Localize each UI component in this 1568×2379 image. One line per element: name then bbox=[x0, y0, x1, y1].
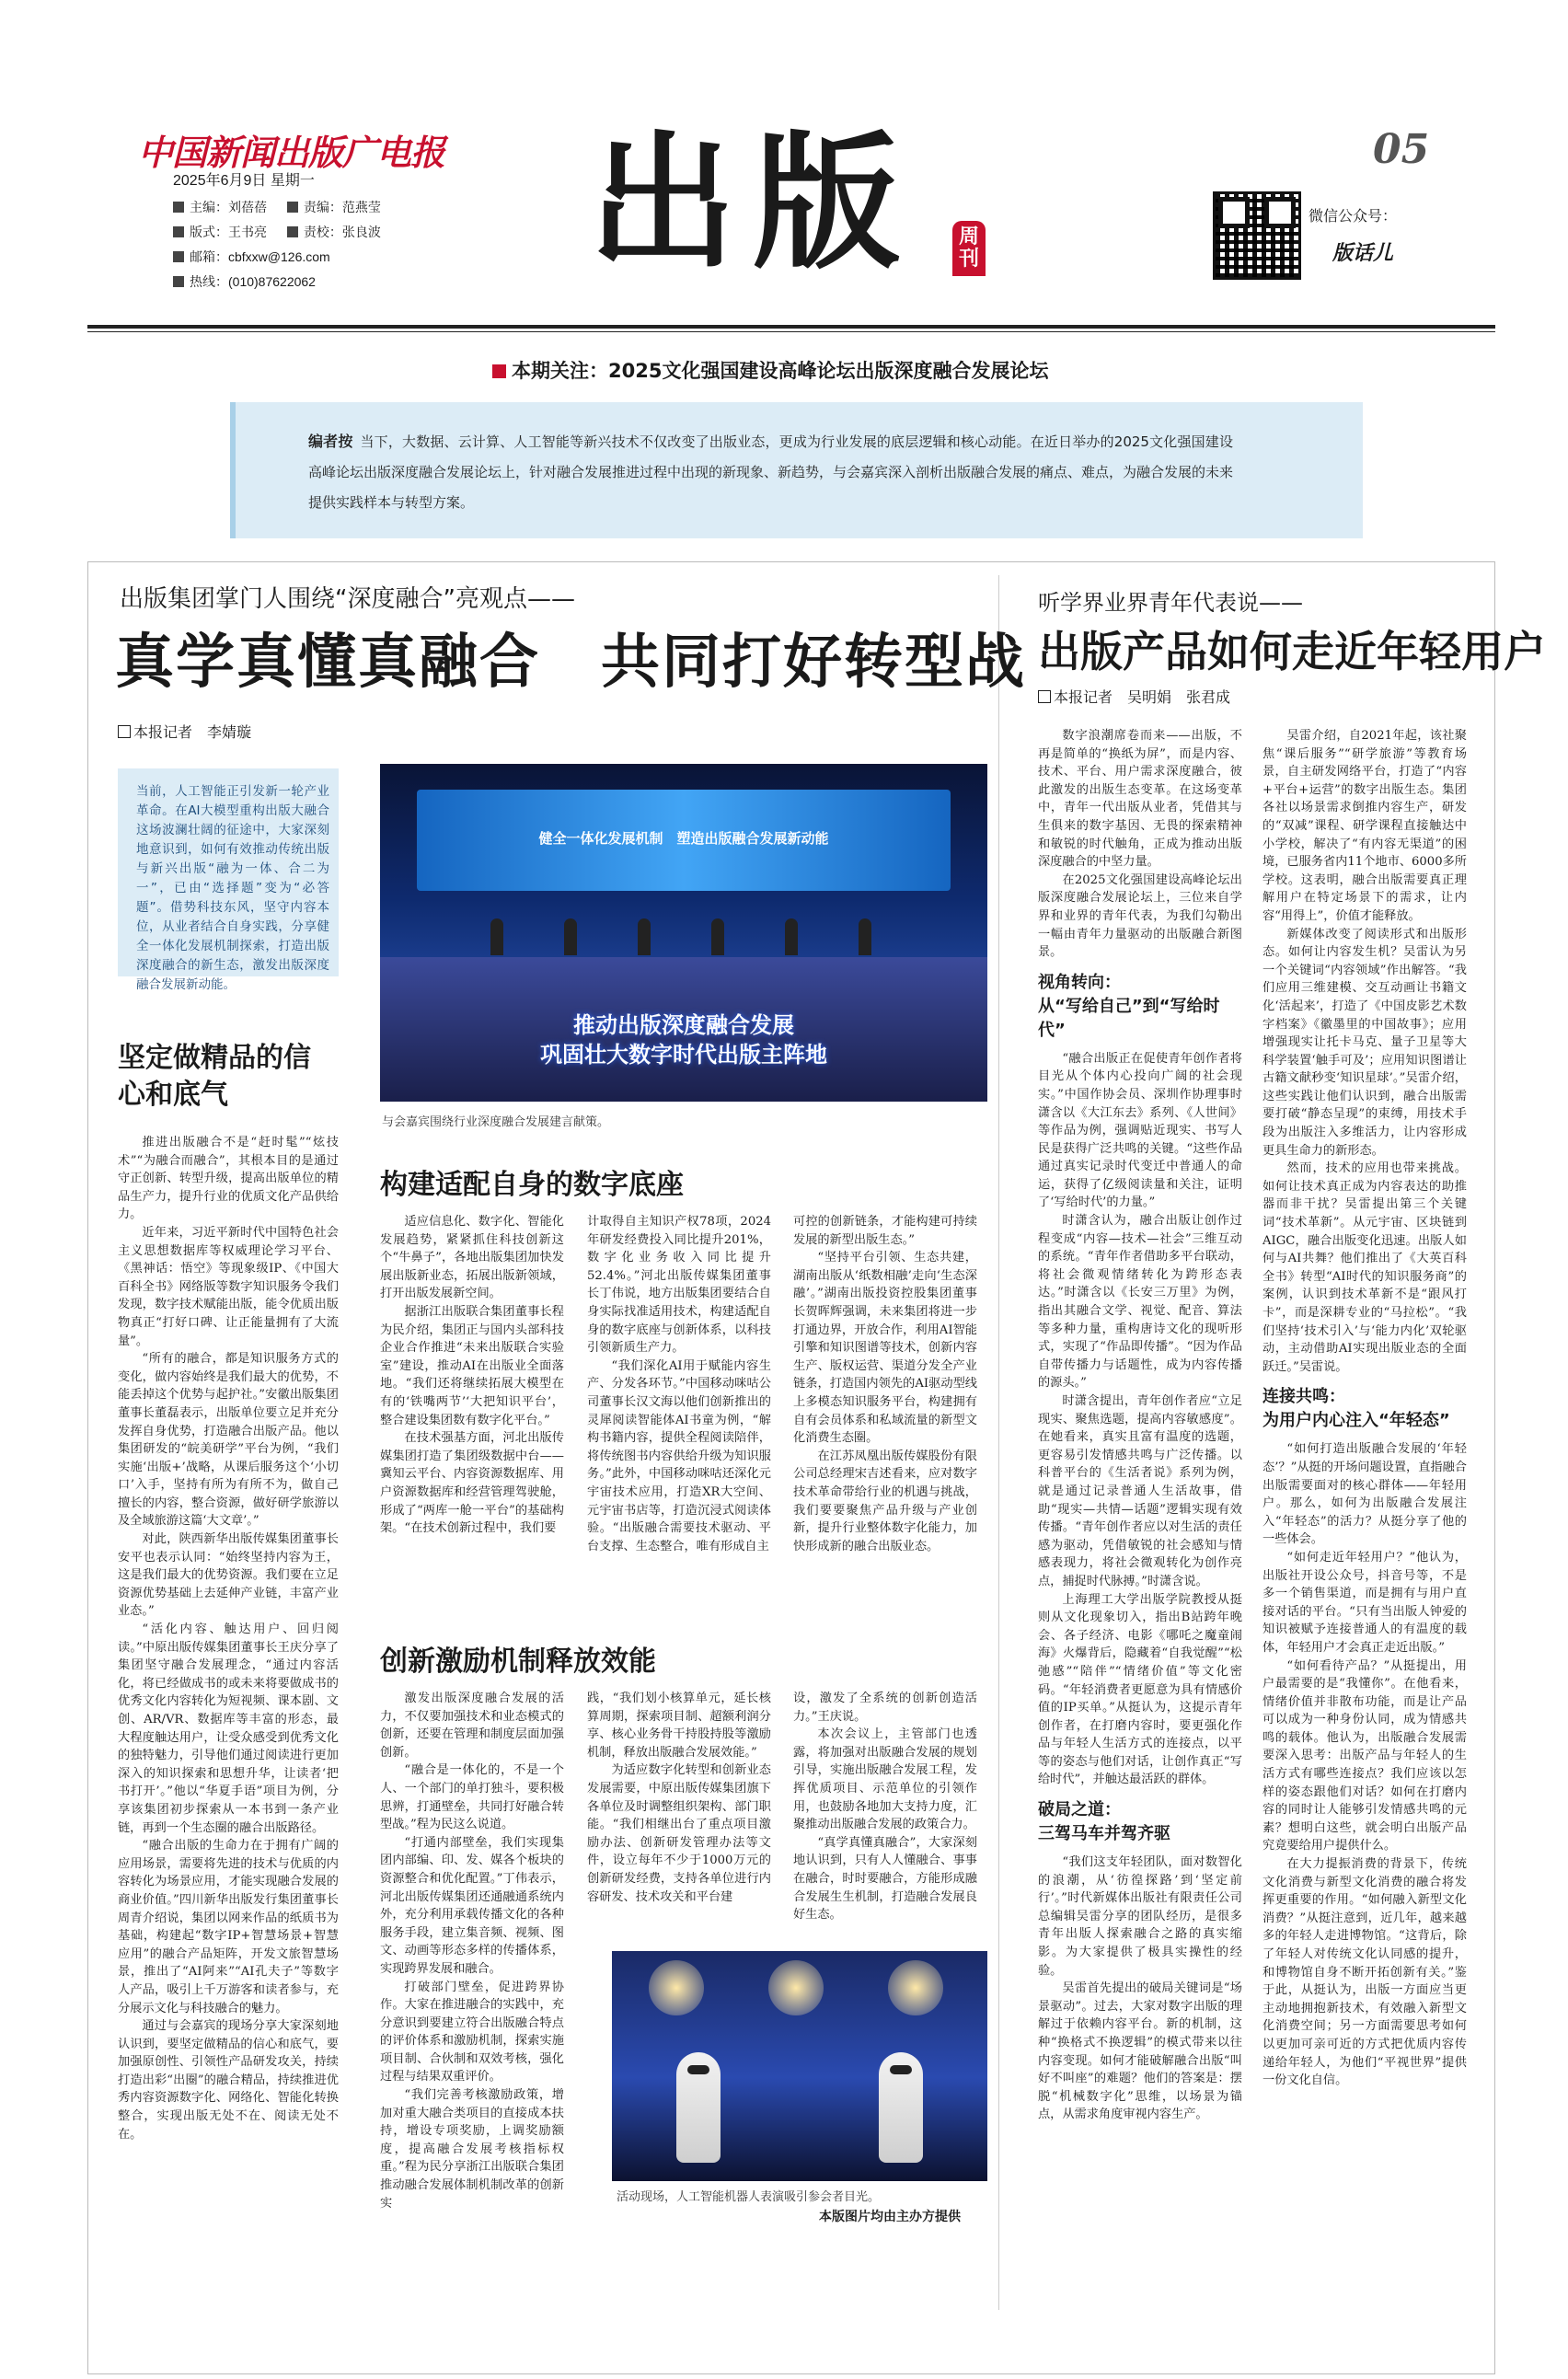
newspaper-logo: 中国新闻出版广电报 bbox=[138, 132, 445, 173]
page-number: 05 bbox=[1373, 126, 1430, 173]
paragraph: 激发出版深度融合发展的活力，不仅要加强技术和业态模式的创新，还要在管理和制度层面加强创新。 bbox=[380, 1692, 564, 1760]
col3b bbox=[587, 1690, 771, 1906]
paragraph: 据浙江出版联合集团董事长程为民介绍，集团正与国内头部科技企业合作推进“未来出版联合实验室”建设，推动AI在出版业全面落地。“我们还将继续拓展大模型在有的‘铁嘴两节’‘大把知识平台’，整合建设集团数有数字化平台。” bbox=[380, 1304, 564, 1427]
right-headline: 出版产品如何走近年轻用户 bbox=[1038, 627, 1546, 676]
left-headline: 真学真懂真融合 共同打好转型战 bbox=[115, 628, 1026, 697]
focus-heading bbox=[492, 356, 1048, 384]
bullet-icon bbox=[287, 202, 298, 213]
paragraph: 时潇含认为，融合出版让创作过程变成“内容—技术—社会”三维互动的系统。“青年作者借助多平台联动，将社会微观情绪转化为跨形态表达。”时潇含以《长安三万里》为例，指出其融合文学、视觉、配音、算法等多种力量，重构唐诗文化的现听形式，实现了“作品即传播”。“因为作品自带传播力与话题性，成为内容传播的源头。” bbox=[1038, 1214, 1242, 1391]
paragraph: “我们完善考核激励政策，增加对重大融合类项目的直接成本扶持，增设专项奖励，上调奖励额度，提高融合发展考核指标权重。”程为民分享浙江出版联合集团推动融合发展体制机制改革的创新实 bbox=[380, 2088, 564, 2211]
photo-caption: 与会嘉宾围绕行业深度融合发展建言献策。 bbox=[382, 1115, 610, 1129]
masthead-rule bbox=[87, 325, 1495, 329]
duty-editor: 责编：范燕莹 bbox=[303, 200, 381, 214]
checkbox-icon bbox=[118, 725, 131, 738]
paragraph: “活化内容、触达用户、回归阅读。”中原出版传媒集团董事长王庆分享了集团坚守融合发展理念，“通过内容活化，将已经做成书的或未来将要做成书的优秀文化内容转化为短视频、课本剧、文创、AR/VR、数据库等丰富的形态，最大程度触达用户，让受众感受到优秀文化的独特魅力，引导他们通过阅读进行更加深入的知识探索和思想升华，让读者‘把书打开’。”他以“华夏手语”项目为例，分享该集团初步探索从一本书到一条产业链，再到一个生态圈的融合出版路径。 bbox=[118, 1623, 339, 1835]
paragraph: 在技术强基方面，河北出版传媒集团打造了集团级数据中台——冀知云平台、内容资源数据库、用户资源数据库和经营管理驾驶舱，形成了“两库一舱一平台”的基础构架。“在技术创新过程中，我们要 bbox=[380, 1431, 564, 1536]
red-square-icon bbox=[492, 364, 506, 378]
right-colB bbox=[1262, 727, 1467, 2090]
speaker-figure bbox=[490, 918, 503, 955]
paragraph: “融合是一体化的，不是一个人、一个部门的单打独斗，要积极思辨，打通壁垒，共同打好融合转型战。”程为民这么说道。 bbox=[380, 1763, 564, 1832]
paragraph: “如何走近年轻用户？”他认为，出版社开设公众号，抖音号等，不是多一个销售渠道，而是拥有与用户直接对话的平台。“只有当出版人钟爱的知识被赋予连接普通人的有温度的载体，年轻用户才会真正走近出版。” bbox=[1262, 1550, 1467, 1655]
wechat-label: 微信公众号： bbox=[1309, 209, 1398, 225]
speaker-figure bbox=[785, 918, 798, 955]
paragraph: 在2025文化强国建设高峰论坛出版深度融合发展论坛上，三位来自学界和业界的青年代表，为我们勾勒出一幅由青年力量驱动的出版融合新图景。 bbox=[1038, 872, 1242, 960]
paragraph: “真学真懂真融合”，大家深刻地认识到，只有人人懂融合、事事在融合，时时要融合，方能形成融合发展生生机制，打造融合发展良好生态。 bbox=[793, 1835, 977, 1923]
paragraph: 适应信息化、数字化、智能化发展趋势，紧紧抓住科技创新这个“牛鼻子”，各地出版集团加快发展出版新业态，拓展出版新领域，打开出版发展新空间。 bbox=[380, 1215, 564, 1301]
proofreader: 责校：张良波 bbox=[303, 225, 381, 239]
contact-email bbox=[173, 248, 330, 266]
photo2-caption: 活动现场，人工智能机器人表演吸引参会者目光。 bbox=[617, 2190, 881, 2204]
subhead-perspective: 视角转向： 从“写给自己”到“写给时代” bbox=[1038, 972, 1220, 1040]
speaker-figure bbox=[859, 918, 871, 955]
editor-note bbox=[308, 426, 1233, 518]
robot-performance-photo bbox=[612, 1951, 987, 2181]
paragraph: 计取得自主知识产权78项，2024年研发经费投入同比提升201%，数字化业务收入同比提升52.4%。”河北出版传媒集团董事长丁伟说，地方出版集团要结合自身实际找准适用技术，构建适配自身的数字底座与创新体系，以科技引领新质生产力。 bbox=[587, 1215, 771, 1356]
masthead-rule-thin bbox=[87, 331, 1495, 332]
stage-slogan-line-2: 巩固壮大数字时代出版主阵地 bbox=[540, 1042, 827, 1068]
phone-icon bbox=[173, 276, 184, 287]
col4 bbox=[793, 1213, 977, 1555]
paragraph: “如何打造出版融合发展的‘年轻态’？”从挺的开场问题设置，直指融合出版需要面对的核心群体——年轻用户。那么，如何为出版融合发展注入“年轻态”的活力？从挺分享了他的一些体会。 bbox=[1262, 1442, 1467, 1547]
left-byline bbox=[118, 721, 251, 742]
stage-light bbox=[649, 1960, 704, 2015]
lead-text: 当前，人工智能正引发新一轮产业革命。在AI大模型重构出版大融合这场波澜壮阔的征途中，大家深刻地意识到，如何有效推动传统出版与新兴出版“融为一体、合二为一”，已由“选择题”变为“必答题”。借势科技东风，坚守内容本位，从业者结合自身实践，分享健全一体化发展机制探索，打造出版深度融合的新生态，激发出版深度融合发展新动能。 bbox=[136, 784, 329, 992]
paragraph: “融合出版的生命力在于拥有广阔的应用场景，需要将先进的技术与优质的内容转化为场景应用，才能实现融合发展的商业价值。”四川新华出版发行集团董事长周青介绍说，集团以网来作品的纸质书为基础，构建起“数字IP+智慧场景+智慧应用”的融合产品矩阵，开发文旅智慧场景，推出了“AI阿来”“AI孔夫子”等数字人产品，吸引上千万游客和读者参与，充分展示文化与科技融合的魅力。 bbox=[118, 1839, 339, 2015]
paragraph: 推进出版融合不是“赶时髦”“炫技术”“为融合而融合”，其根本目的是通过守正创新、转型升级，提高出版单位的精品生产力，提升行业的优质文化产品供给力。 bbox=[118, 1136, 339, 1222]
right-colA bbox=[1038, 727, 1242, 2124]
editor-note-text: 当下，大数据、云计算、人工智能等新兴技术不仅改变了出版业态，更成为行业发展的底层逻辑和核心动能。在近日举办的2025文化强国建设高峰论坛出版深度融合发展论坛上，针对融合发展推进过程中出现的新现象、新趋势，与会嘉宾深入剖析出版融合发展的痛点、难点，为融合发展的未来提供实践样本与转型方案。 bbox=[308, 433, 1234, 511]
chief-editor: 主编：刘蓓蓓 bbox=[190, 200, 267, 214]
col2b bbox=[380, 1690, 564, 2212]
paragraph: 设，激发了全系统的创新创造活力。”王庆说。 bbox=[793, 1692, 977, 1724]
left-byline-text: 本报记者 李婧璇 bbox=[133, 723, 252, 741]
paragraph: 数字浪潮席卷而来——出版，不再是简单的“换纸为屏”，而是内容、技术、平台、用户需求深度融合，彼此激发的出版生态变革。在这场变革中，青年一代出版从业者，凭借其与生俱来的数字基因、无畏的探索精神和敏锐的时代触角，正成为推动出版深度融合的中坚力量。 bbox=[1038, 729, 1242, 870]
paragraph: 然而，技术的应用也带来挑战。如何让技术真正成为内容表达的助推器而非干扰？吴雷提出第三个关键词“技术革新”。从元宇宙、区块链到AIGC，融合出版变化迅速。出版人如何与AI共舞？他们推出了《大英百科全书》转型“AI时代的知识服务商”的案例，认识到技术革新不是“跟风打卡”，而是深耕专业的“马拉松”。“我们坚持‘技术引入’与‘能力内化’双轮驱动，主动借助AI实现出版业态的全面跃迁。”吴雷说。 bbox=[1262, 1161, 1467, 1374]
speaker-figure bbox=[711, 918, 724, 955]
bullet-icon bbox=[287, 226, 298, 237]
qr-code-icon[interactable] bbox=[1213, 191, 1301, 280]
staff-row-2 bbox=[173, 223, 381, 241]
paragraph: 新媒体改变了阅读形式和出版形态。如何让内容发生机？吴雷认为另一个关键词“内容领域”作出解答。“我们应用三维建模、交互动画让书籍文化‘活起来’，打造了《中国皮影艺术数字档案》《徽墨里的中国故事》；应用增强现实让托卡马克、量子卫星等大科学装置‘触手可及’；应用知识图谱让古籍文献秒变‘知识星球’。”吴雷介绍，这些实践让他们认识到，融合出版需要打破“静态呈现”的束缚，用技术手段为出版注入多维活力，让内容形成更具生命力的新形态。 bbox=[1262, 927, 1467, 1158]
stage-slogan bbox=[380, 1010, 987, 1069]
robot-figure bbox=[676, 2052, 721, 2163]
paragraph: 上海理工大学出版学院教授从挺则从文化现象切入，指出B站跨年晚会、各子经济、电影《哪吒之魔童闹海》火爆背后，隐藏着“自我觉醒”“松弛感”“陪伴”“情绪价值”等文化密码。“年轻消费者更愿意为具有情感价值的IP买单。”从挺认为，这提示青年创作者，在打磨内容时，要更强化作品与年轻人生活方式的连接点，以平等的姿态与他们对话，让创作真正“写给时代”，并触达最活跃的群体。 bbox=[1038, 1592, 1242, 1787]
section-title: 出版 bbox=[589, 116, 917, 289]
forum-stage-photo bbox=[380, 764, 987, 1102]
paragraph: 本次会议上，主管部门也透露，将加强对出版融合发展的规划引导，实施出版融合发展工程，发挥优质项目、示范单位的引领作用，也鼓励各地加大支持力度，汇聚推动出版融合发展的政策合力。 bbox=[793, 1727, 977, 1832]
subhead-digital-base: 构建适配自身的数字底座 bbox=[380, 1169, 684, 1201]
editor-note-label: 编者按 bbox=[308, 433, 353, 450]
mail-icon bbox=[173, 251, 184, 262]
column-divider bbox=[998, 575, 999, 2310]
focus-text: 本期关注：2025文化强国建设高峰论坛出版深度融合发展论坛 bbox=[512, 360, 1049, 382]
paragraph: “坚持平台引领、生态共建，湖南出版从‘纸数相融’走向‘生态深融’。”湖南出版投资控股集团董事长贺晖辉强调，未来集团将进一步打通边界，开放合作，利用AI智能引擎和知识图谱等技术，创新内容生产、版权运营、渠道分发全产业链条，打造国内领先的AI驱动型线上多模态知识服务平台，构建拥有自有会员体系和私域流量的新型文化消费生态圈。 bbox=[793, 1251, 977, 1446]
paragraph: “如何看待产品？”从挺提出，用户最需要的是“我懂你”。在他看来，情绪价值并非散布功能，而是让产品可以成为一种身份认同，成为情感共鸣的载体。他认为，出版融合发展需要深入思考：出版产品与年轻人的生活方式有哪些连接点？我们应该以怎样的姿态跟他们对话？如何在打磨内容的同时让人能够引发情感共鸣的元素？想明白这些，就会明白出版产品究竟要给用户提供什么。 bbox=[1262, 1658, 1467, 1854]
paragraph: 践，“我们划小核算单元，延长核算周期，探索项目制、超额利润分享、核心业务骨干持股持股等激励机制，释放出版融合发展效能。” bbox=[587, 1692, 771, 1760]
paragraph: 吴雷首先提出的破局关键词是“场景驱动”。过去，大家对数字出版的理解过于依赖内容平台。新的机制，这种“换格式不换逻辑”的模式带来以往内容变现。如何才能破解融合出版“叫好不叫座”的难题？他们的答案是：摆脱“机械数字化”思维，以场景为锚点，从需求角度审视内容生产。 bbox=[1038, 1981, 1242, 2122]
subhead-breakthrough: 破局之道： 三驾马车并驾齐驱 bbox=[1038, 1800, 1170, 1844]
layout-editor: 版式：王书亮 bbox=[190, 225, 267, 239]
email-text: 邮箱：cbfxxw@126.com bbox=[190, 249, 330, 264]
staff-row-1 bbox=[173, 198, 381, 216]
bullet-icon bbox=[173, 202, 184, 213]
paragraph: “我们深化AI用于赋能内容生产、分发各环节。”中国移动咪咕公司董事长汉文海以他们创新推出的灵犀阅读智能体AI书童为例，“解构书籍内容，提供全程阅读陪伴，将传统图书内容供给升级为知识服务。”此外，中国移动咪咕还深化元宇宙技术应用，打造XR大空间、元宇宙书店等，打造沉浸式阅读体验。“出版融合需要技术驱动、平台支撑、生态整合，唯有形成自主 bbox=[587, 1358, 771, 1553]
wechat-account-name: 版话儿 bbox=[1332, 241, 1394, 265]
left-kicker: 出版集团掌门人围绕“深度融合”亮观点—— bbox=[120, 585, 575, 613]
photo-credit: 本版图片均由主办方提供 bbox=[819, 2210, 961, 2224]
robot-figure bbox=[879, 2052, 923, 2163]
contact-hotline bbox=[173, 272, 316, 291]
paragraph: 对此，陕西新华出版传媒集团董事长安平也表示认同：“始终坚持内容为王，这是我们最大的优势资源。我们要在立足资源优势基础上去延伸产业链，丰富产业业态。” bbox=[118, 1532, 339, 1619]
col4b bbox=[793, 1690, 977, 1924]
paragraph: “我们这支年轻团队，面对数智化的浪潮，从‘彷徨探路’到‘坚定前行’。”时代新媒体出版社有限责任公司总编辑吴雷分享的团队经历，是很多青年出版人探索融合之路的真实缩影。为大家提供了极具实操性的经验。 bbox=[1038, 1855, 1242, 1978]
subhead-quality: 坚定做精品的信心和底气 bbox=[118, 1042, 311, 1111]
stage-banner-text: 健全一体化发展机制 塑造出版融合发展新动能 bbox=[538, 830, 829, 847]
stage-slogan-line-1: 推动出版深度融合发展 bbox=[573, 1012, 794, 1038]
paragraph: “所有的融合，都是知识服务方式的变化，做内容始终是我们最大的优势，不能丢掉这个优势与起护社。”安徽出版集团董事长董磊表示，出版单位要立足并充分发挥自身优势，打造融合出版产品。他以集团研发的“皖美研学”平台为例，“我们实施‘出版+’战略，从课后服务这个‘小切口’入手，坚持有所为有所不为，做自己擅长的内容，整合资源，做好研学旅游以及全域旅游这篇‘大文章’。” bbox=[118, 1352, 339, 1529]
subhead-incentive: 创新激励机制释放效能 bbox=[380, 1646, 656, 1678]
stage-light bbox=[888, 1960, 943, 2015]
right-kicker: 听学界业界青年代表说—— bbox=[1038, 590, 1303, 616]
right-byline-text: 本报记者 吴明娟 张君成 bbox=[1054, 688, 1231, 706]
paragraph: 在江苏凤凰出版传媒股份有限公司总经理宋吉述看来，应对数字技术革命带给行业的机遇与挑战，我们要要聚焦产品升级与产业创新，提升行业整体数字化能力，加快形成新的融合出版业态。 bbox=[793, 1449, 977, 1553]
speaker-figure bbox=[638, 918, 651, 955]
col2 bbox=[380, 1213, 564, 1538]
paragraph: 可控的创新链条，才能构建可持续发展的新型出版生态。” bbox=[793, 1215, 977, 1247]
col1 bbox=[118, 1134, 339, 2143]
paragraph: 在大力提振消费的背景下，传统文化消费与新型文化消费的融合将发挥更重要的作用。“如何融入新型文化消费？”从挺注意到，近几年，越来越多的年轻人走进博物馆。“这背后，除了年轻人对传统文化认同感的提升，和博物馆自身不断开拓创新有关。”鉴于此，从挺认为，出版一方面应当更主动地拥抱新技术，有效融入新型文化消费空间；另一方面需要思考如何以更加可亲可近的方式把优质内容传递给年轻人，为他们“平视世界”提供一份文化自信。 bbox=[1262, 1857, 1467, 2088]
issue-date: 2025年6月9日 星期一 bbox=[173, 173, 315, 189]
checkbox-icon bbox=[1038, 690, 1051, 703]
paragraph: 为适应数字化转型和创新业态发展需要，中原出版传媒集团旗下各单位及时调整组织架构、部门职能。“我们相继出台了重点项目激励办法、创新研发管理办法等文件，设立每年不少于1000万元的创新研发经费，支持各单位进行内容研发、技术攻关和平台建 bbox=[587, 1763, 771, 1904]
paragraph: 时潇含提出，青年创作者应“立足现实、聚焦选题，提高内容敏感度”。在她看来，真实且富有温度的选题，更容易引发情感共鸣与广泛传播。以科普平台的《生活者说》系列为例，就是通过记录普通人生活故事，借助“现实—共情—话题”逻辑实现有效传播。“青年创作者应以对生活的责任感为驱动，凭借敏锐的社会感知与情感表现力，将社会微观转化为创作亮点，捕捉时代脉搏。”时潇含说。 bbox=[1038, 1394, 1242, 1588]
paragraph: “打通内部壁垒，我们实现集团内部编、印、发、媒各个板块的资源整合和优化配置。”丁伟表示，河北出版传媒集团还通融通系统内外，充分利用承载传播文化的各种服务手段，建立集音频、视频、图文、动画等形态多样的传播体系，实现跨界发展和融合。 bbox=[380, 1835, 564, 1976]
stage-light bbox=[768, 1960, 824, 2015]
bullet-icon bbox=[173, 226, 184, 237]
paragraph: 通过与会嘉宾的现场分享大家深刻地认识到，要坚定做精品的信心和底气，要加强原创性、引领性产品研发攻关，持续打造出彩“出圈”的融合精品，持续推进优秀内容资源数字化、网络化、智能化转换整合，实现出版无处不在、阅读无处不在。 bbox=[118, 2019, 339, 2142]
paragraph: 打破部门壁垒，促进跨界协作。大家在推进融合的实践中，充分意识到要建立符合出版融合特点的评价体系和激励机制，探索实施项目制、合伙制和双效考核，强化过程与结果双重评价。 bbox=[380, 1980, 564, 2085]
paragraph: “融合出版正在促使青年创作者将目光从个体内心投向广阔的社会现实。”中国作协会员、深圳作协理事时潇含以《大江东去》系列、《人世间》等作品为例，强调贴近现实、书写人民是获得广泛共鸣的关键。“这些作品通过真实记录时代变迁中普通人的命运，获得了亿级阅读量和关注，证明了‘写给时代’的力量。” bbox=[1038, 1051, 1242, 1210]
subhead-connection: 连接共鸣： 为用户内心注入“年轻态” bbox=[1262, 1387, 1450, 1431]
speaker-figure bbox=[564, 918, 577, 955]
col3 bbox=[587, 1213, 771, 1555]
paragraph: 近年来，习近平新时代中国特色社会主义思想数据库等权威理论学习平台、《黑神话：悟空》等现象级IP、《中国大百科全书》网络版等数字知识服务令我们发现，数字技术赋能出版，能令优质出版物真正“打好口碑、让正能量拥有了大流量”。 bbox=[118, 1225, 339, 1348]
paragraph: 吴雷介绍，自2021年起，该社聚焦“课后服务”“研学旅游”等教育场景，自主研发网络平台，打造了“内容+平台+运营”的数字出版生态。集团各社以场景需求倒推内容生产，研发的“双减”课程、研学课程直接触达中小学校，解决了“有内容无渠道”的困境，已服务省内11个地市、6000多所学校。这表明，融合出版需要真正理解用户在特定场景下的需求，让内容“用得上”，价值才能释放。 bbox=[1262, 729, 1467, 923]
hotline-text: 热线：(010)87622062 bbox=[190, 274, 316, 289]
weekly-tag: 周刊 bbox=[952, 221, 986, 276]
right-byline bbox=[1038, 686, 1230, 707]
